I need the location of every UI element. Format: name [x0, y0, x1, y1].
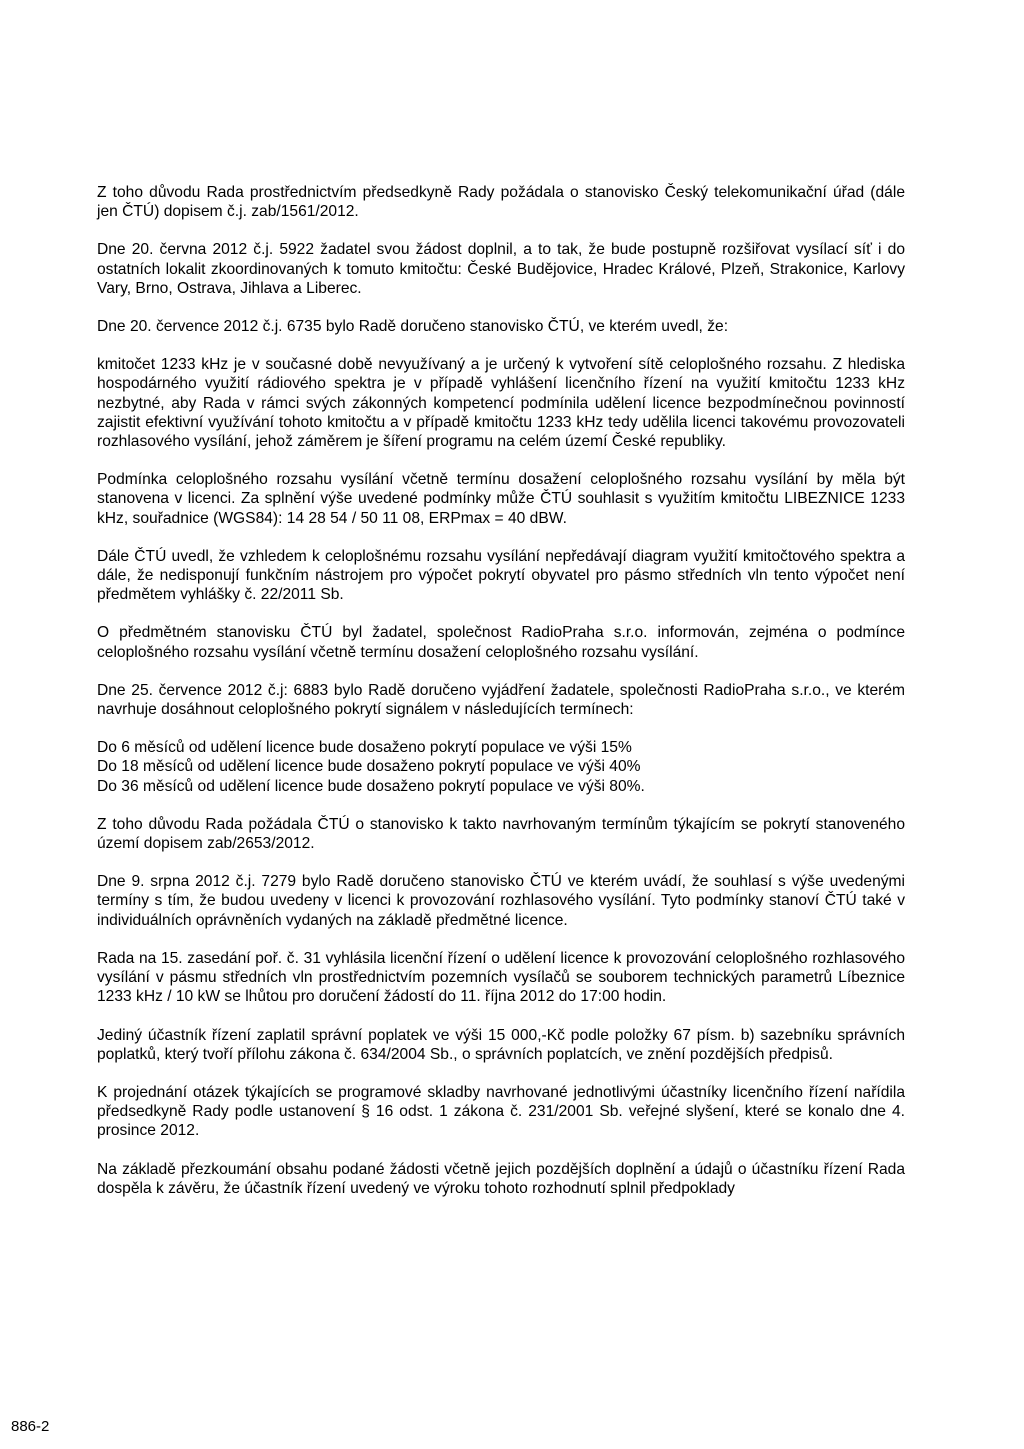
document-body [97, 183, 905, 1217]
paragraph: Na základě přezkoumání obsahu podané žádosti včetně jejich pozdějších doplnění a údajů o účastníku řízení Rada dospěla k závěru, že účastník řízení uvedený ve výroku tohoto rozhodnutí splnil předpoklady [97, 1160, 905, 1197]
paragraph: Jediný účastník řízení zaplatil správní poplatek ve výši 15 000,-Kč podle položky 67 písm. b) sazebníku správních poplatků, který tvoří přílohu zákona č. 634/2004 Sb., o správních poplatcích, ve znění pozdějších předpisů. [97, 1026, 905, 1063]
paragraph: Rada na 15. zasedání poř. č. 31 vyhlásila licenční řízení o udělení licence k provozování celoplošného rozhlasového vysílání v pásmu středních vln prostřednictvím pozemních vysílačů se souborem technických parametrů Líbeznice 1233 kHz / 10 kW se lhůtou pro doručení žádostí do 11. října 2012 do 17:00 hodin. [97, 949, 905, 1006]
list-item: Do 36 měsíců od udělení licence bude dosaženo pokrytí populace ve výši 80%. [97, 777, 645, 795]
paragraph: kmitočet 1233 kHz je v současné době nevyužívaný a je určený k vytvoření sítě celoplošného rozsahu. Z hlediska hospodárného využití rádiového spektra je v případě vyhlášení licenčního řízení na využití kmitočtu 1233 kHz nezbytné, aby Rada v rámci svých zákonných kompetencí podmínila udělení licence bezpodmínečnou povinností zajistit efektivní využívání tohoto kmitočtu a v případě kmitočtu 1233 kHz tedy udělila licenci takovému provozovateli rozhlasového vysílání, jehož záměrem je šíření programu na celém území České republiky. [97, 356, 905, 451]
paragraph: Dne 20. července 2012 č.j. 6735 bylo Radě doručeno stanovisko ČTÚ, ve kterém uvedl, že: [97, 318, 729, 336]
coverage-term-list [97, 738, 905, 796]
paragraph: Dále ČTÚ uvedl, že vzhledem k celoplošnému rozsahu vysílání nepředávají diagram využití kmitočtového spektra a dále, že nedisponují funkčním nástrojem pro výpočet pokrytí obyvatel pro pásmo středních vln tento výpočet není předmětem vyhlášky č. 22/2011 Sb. [97, 547, 905, 604]
paragraph: K projednání otázek týkajících se programové skladby navrhované jednotlivými účastníky licenčního řízení nařídila předsedkyně Rady podle ustanovení § 16 odst. 1 zákona č. 231/2001 Sb. veřejné slyšení, které se konalo dne 4. prosince 2012. [97, 1083, 905, 1140]
list-item: Do 6 měsíců od udělení licence bude dosaženo pokrytí populace ve výši 15% [97, 739, 632, 757]
paragraph: O předmětném stanovisku ČTÚ byl žadatel, společnost RadioPraha s.r.o. informován, zejména o podmínce celoplošného rozsahu vysílání včetně termínu dosažení celoplošného rozsahu vysílání. [97, 624, 905, 661]
paragraph: Podmínka celoplošného rozsahu vysílání včetně termínu dosažení celoplošného rozsahu vysílání by měla být stanovena v licenci. Za splnění výše uvedené podmínky může ČTÚ souhlasit s využitím kmitočtu LIBEZNICE 1233 kHz, souřadnice (WGS84): 14 28 54 / 50 11 08, ERPmax = 40 dBW. [97, 471, 905, 527]
list-item: Do 18 měsíců od udělení licence bude dosaženo pokrytí populace ve výši 40% [97, 758, 641, 776]
paragraph: Dne 20. června 2012 č.j. 5922 žadatel svou žádost doplnil, a to tak, že bude postupně rozšiřovat vysílací síť i do ostatních lokalit zkoordinovaných k tomuto kmitočtu: České Budějovice, Hradec Králové, Plzeň, Strakonice, Karlovy Vary, Brno, Ostrava, Jihlava a Liberec. [97, 241, 905, 297]
paragraph: Dne 9. srpna 2012 č.j. 7279 bylo Radě doručeno stanovisko ČTÚ ve kterém uvádí, že souhlasí s výše uvedenými termíny s tím, že budou uvedeny v licenci k provozování rozhlasového vysílání. Tyto podmínky stanoví ČTÚ také v individuálních oprávněních vydaných na základě předmětné licence. [97, 873, 905, 929]
paragraph: Z toho důvodu Rada prostřednictvím předsedkyně Rady požádala o stanovisko Český telekomunikační úřad (dále jen ČTÚ) dopisem č.j. zab/1561/2012. [97, 184, 905, 221]
page-number: 886-2 [11, 1418, 50, 1435]
paragraph: Dne 25. července 2012 č.j: 6883 bylo Radě doručeno vyjádření žadatele, společnosti RadioPraha s.r.o., ve kterém navrhuje dosáhnout celoplošného pokrytí signálem v následujících termínech: [97, 681, 905, 719]
paragraph: Z toho důvodu Rada požádala ČTÚ o stanovisko k takto navrhovaným termínům týkajícím se pokrytí stanoveného území dopisem zab/2653/2012. [97, 815, 905, 853]
